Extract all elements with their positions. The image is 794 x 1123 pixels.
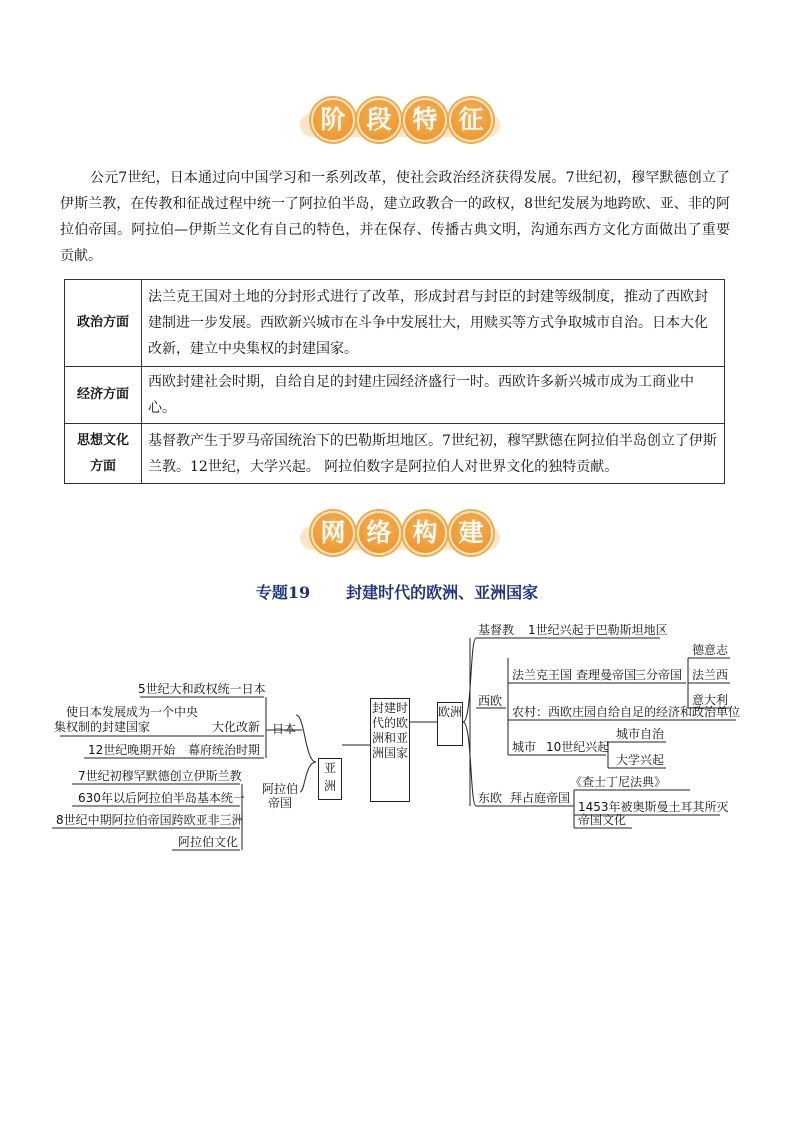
city-item: 大学兴起 <box>616 753 665 767</box>
row-head: 经济方面 <box>65 367 142 424</box>
east-europe-label: 东欧 <box>478 791 503 805</box>
banner-char: 段 <box>357 98 401 142</box>
village-text: 自给自足的经济和政治单位 <box>596 705 741 719</box>
christianity-text: 1世纪兴起于巴勒斯坦地区 <box>528 623 668 637</box>
features-table <box>64 279 725 484</box>
country: 德意志 <box>692 643 729 657</box>
row-head: 政治方面 <box>65 280 142 367</box>
empire-split: 三分帝国 <box>634 668 683 682</box>
europe-node: 欧洲 <box>437 702 463 746</box>
banner-char: 征 <box>449 98 493 142</box>
topic-number: 专题19 <box>255 583 311 602</box>
table-row <box>65 367 725 424</box>
arab-item: 7世纪初穆罕默德创立伊斯兰教 <box>78 769 242 783</box>
arab-item: 630年以后阿拉伯半岛基本统一 <box>78 791 245 805</box>
frank-kingdom: 法兰克王国 <box>512 668 573 682</box>
banner-char: 特 <box>403 98 447 142</box>
east-item: 《查士丁尼法典》 <box>570 775 667 789</box>
table-row <box>65 280 725 367</box>
mind-map <box>0 610 794 860</box>
charlemagne-empire: 查理曼帝国 <box>576 668 637 682</box>
east-item: 1453年被奥斯曼土耳其所灭 <box>578 800 729 814</box>
japan-item: 使日本发展成为一个中央 <box>66 705 199 719</box>
banner-char: 构 <box>403 511 447 555</box>
banner-char: 网 <box>311 511 355 555</box>
country: 意大利 <box>692 693 729 707</box>
banner-char: 络 <box>357 511 401 555</box>
network-banner <box>0 508 794 558</box>
city-item: 城市自治 <box>616 727 665 741</box>
christianity-label: 基督教 <box>478 623 515 637</box>
city-rise: 10世纪兴起 <box>546 740 610 754</box>
country: 法兰西 <box>692 668 729 682</box>
arab-label: 阿拉伯帝国 <box>262 782 299 810</box>
village-label: 农村：西欧庄园 <box>512 705 597 719</box>
east-item: 帝国文化 <box>578 813 627 827</box>
japan-item: 12世纪晚期开始 <box>88 743 176 757</box>
intro-paragraph: 公元7世纪，日本通过向中国学习和一系列改革，使社会政治经济获得发展。7世纪初，穆罕默德创立了伊斯兰教，在传教和征战过程中统一了阿拉伯半岛，建立政教合一的政权，8世纪发展为地跨欧、亚、非的阿拉伯帝国。阿拉伯—伊斯兰文化有自己的特色，并在保存、传播古典文明，沟通东西方文化方面做出了重要贡献。 <box>60 170 730 264</box>
city-label: 城市 <box>512 740 537 754</box>
arab-item: 阿拉伯文化 <box>178 835 239 849</box>
west-europe-label: 西欧 <box>478 694 503 708</box>
banner-char: 阶 <box>311 98 355 142</box>
japan-item: 5世纪大和政权统一日本 <box>138 682 266 696</box>
byzantine-empire: 拜占庭帝国 <box>510 791 571 805</box>
topic-title <box>0 580 794 603</box>
japan-label: 日本 <box>272 722 297 736</box>
table-row <box>65 424 725 484</box>
arab-item: 8世纪中期阿拉伯帝国跨欧亚非三洲 <box>56 813 244 827</box>
row-text: 法兰克王国对土地的分封形式进行了改革，形成封君与封臣的封建等级制度，推动了西欧封建制进一步发展。西欧新兴城市在斗争中发展壮大，用赎买等方式争取城市自治。日本大化改新，建立中央集权的封建国家。 <box>142 280 725 367</box>
japan-item: 幕府统治时期 <box>188 743 261 757</box>
center-node: 封建时代的欧洲和亚洲国家 <box>370 698 410 802</box>
row-head: 思想文化方面 <box>65 424 142 484</box>
banner-char: 建 <box>449 511 493 555</box>
row-text: 西欧封建社会时期，自给自足的封建庄园经济盛行一时。西欧许多新兴城市成为工商业中心。 <box>142 367 725 424</box>
stage-features-banner <box>0 95 794 145</box>
asia-node: 亚洲 <box>318 758 342 800</box>
japan-item: 大化改新 <box>212 720 261 734</box>
topic-name: 封建时代的欧洲、亚洲国家 <box>346 583 539 602</box>
japan-item: 集权制的封建国家 <box>54 720 151 734</box>
row-text: 基督教产生于罗马帝国统治下的巴勒斯坦地区。7世纪初，穆罕默德在阿拉伯半岛创立了伊斯兰教。12世纪，大学兴起。 阿拉伯数字是阿拉伯人对世界文化的独特贡献。 <box>142 424 725 484</box>
